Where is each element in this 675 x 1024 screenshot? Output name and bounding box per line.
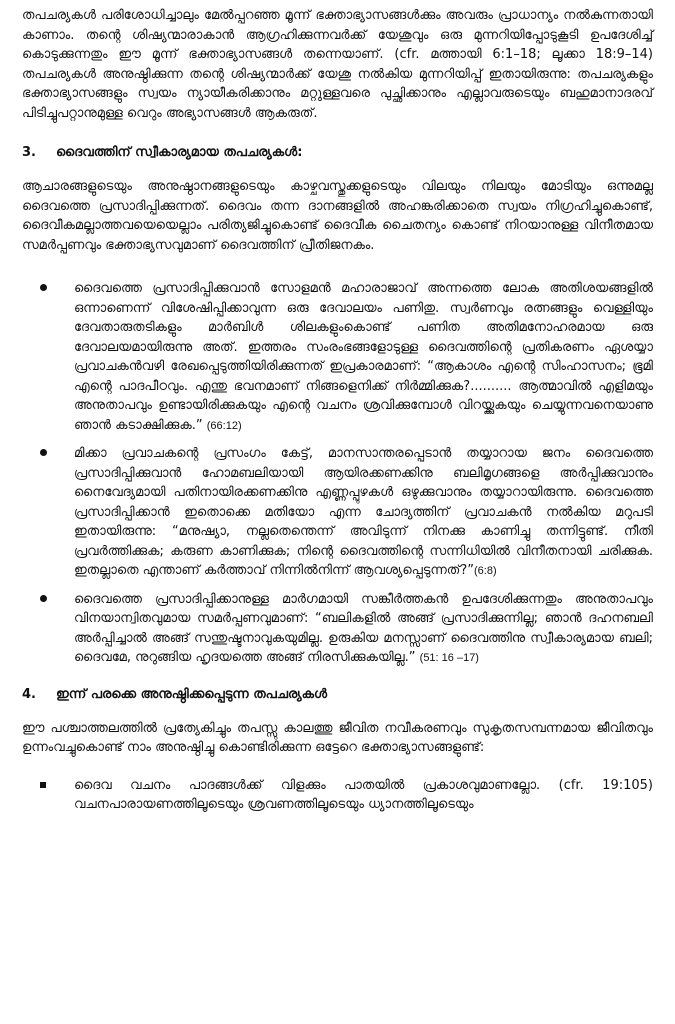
bullet-icon xyxy=(40,284,47,291)
section-4-bullet-list xyxy=(22,776,653,815)
section-4-number: 4. xyxy=(22,686,36,702)
section-3-heading xyxy=(22,143,653,163)
scripture-reference: (6:8) xyxy=(474,565,497,577)
section-4-heading xyxy=(22,685,653,705)
list-item xyxy=(22,776,653,815)
scripture-reference: (66:12) xyxy=(206,419,242,432)
section-3-title: ദൈവത്തിന് സ്വീകാര്യമായ തപചര്യകൾ: xyxy=(56,145,303,160)
bullet-icon xyxy=(40,449,47,456)
list-item xyxy=(22,279,653,436)
list-item xyxy=(22,444,653,582)
list-item xyxy=(22,590,653,669)
bullet-text: ദൈവ വചനം പാദങ്ങൾക്ക് വിളക്കും പാതയിൽ പ്രകാശവുമാണല്ലോ. (cfr. 19:105) വചനപാരായണത്തിലൂടെയും ശ്രവണത്തിലൂടെയും ധ്യാനത്തിലൂടെയും xyxy=(74,777,653,812)
section-3-paragraph: ആചാരങ്ങളുടെയും അനുഷ്ഠാനങ്ങളുടെയും കാഴ്ചവസ്തുക്കളുടെയും വിലയും നിലയും മോടിയും ഒന്നുമല്ല ദൈവത്തെ പ്രസാദിപ്പിക്കുന്നത്. ദൈവം തന്ന ദാനങ്ങളിൽ അഹങ്കരിക്കാതെ സ്വയം നിഗ്രഹിച്ചുകൊണ്ട്, ദൈവീകമല്ലാത്തവയെയെല്ലാം പരിത്യജിച്ചുകൊണ്ട് ദൈവീക ചൈതന്യം കൊണ്ട് നിറയാനുള്ള വിനീതമായ സമർപ്പണവും ഭക്താഭ്യസവുമാണ് ദൈവത്തിന് പ്രീതിജനകം. xyxy=(22,179,653,253)
bullet-text: മിക്കാ പ്രവാചകന്റെ പ്രസംഗം കേട്ട്, മാനസാന്തരപ്പെടാൻ തയ്യാറായ ജനം ദൈവത്തെ പ്രസാദിപ്പിക്കുവാൻ ഹോമബലിയായി ആയിരക്കണക്കിനു ബലിമൃഗങ്ങളെ അർപ്പിക്കുവാനും നൈവേദ്യമായി പതിനായിരക്കണക്കിനു എണ്ണപ്പുഴകൾ ഒഴുക്കുവാനും തയ്യാറായിരുന്നു. ദൈവത്തെ പ്രസാദിപ്പിക്കാൻ ഇതൊക്കെ മതിയോ എന്ന ചോദ്യത്തിന് പ്രവാചകൻ നൽകിയ മറുപടി ഇതായിരുന്നു: “മനുഷ്യാ, നല്ലതെന്തെന്ന് അവിടുന്ന് നിനക്കു കാണിച്ചു തന്നിട്ടുണ്ട്. നീതി പ്രവർത്തിക്കുക; കരുണ കാണിക്കുക; നിന്റെ ദൈവത്തിന്റെ സന്നിധിയിൽ വിനീതനായി ചരിക്കുക. ഇതല്ലാതെ എന്താണ് കർത്താവ് നിന്നിൽനിന്ന് ആവശ്യപ്പെടുന്നത്?” xyxy=(74,446,653,578)
bullet-icon xyxy=(40,595,47,602)
section-3-number: 3. xyxy=(22,145,36,160)
bullet-text: ദൈവത്തെ പ്രസാദിപ്പിക്കാനുള്ള മാർഗമായി സങ്കീർത്തകൻ ഉപദേശിക്കുന്നതും അനുതാപവും വിനയാന്വിതവുമായ സമർപ്പണവുമാണ്: “ബലികളിൽ അങ്ങ് പ്രസാദിക്കുന്നില്ല; ഞാൻ ദഹനബലി അർപ്പിച്ചാൽ അങ്ങ് സന്തുഷ്ടനാവുകയുമില്ല. ഉരുകിയ മനസ്സാണ് ദൈവത്തിനു സ്വീകാര്യമായ ബലി; ദൈവമേ, നുറുങ്ങിയ ഹൃദയത്തെ അങ്ങ് നിരസിക്കുകയില്ല.” xyxy=(74,591,653,665)
intro-paragraph: തപചര്യകൾ പരിശോധിച്ചാലും മേൽപ്പറഞ്ഞ മൂന്ന് ഭക്താഭ്യാസങ്ങൾക്കും അവരും പ്രാധാന്യം നൽകുന്നതായി കാണാം. തന്റെ ശിഷ്യന്മാരാകാൻ ആഗ്രഹിക്കുന്നവർക്ക് യേശുവും ഒരു മുന്നറിയിപ്പോടുകൂടി ഉപദേശിച്ച് കൊടുക്കുന്നതും ഈ മൂന്ന് ഭക്താഭ്യാസങ്ങൾ തന്നെയാണ്. (cfr. മത്തായി 6:1–18; ലൂക്കാ 18:9–14) തപചര്യകൾ അനുഷ്ഠിക്കുന്ന തന്റെ ശിഷ്യന്മാർക്ക് യേശു നൽകിയ മുന്നറിയിപ്പ് ഇതായിരുന്നു: തപചര്യകളും ഭക്താഭ്യാസങ്ങളും സ്വയം ന്യായീകരിക്കാനും മറ്റുള്ളവരെ പുച്ഛിക്കാനും എല്ലാവരുടെയും ബഹുമാനാദരവ് പിടിച്ചുപറ്റാനുമുള്ള വെറും അഭ്യാസങ്ങൾ ആകരുത്. xyxy=(22,8,653,121)
bullet-text: ദൈവത്തെ പ്രസാദിപ്പിക്കുവാൻ സോളമൻ മഹാരാജാവ് അന്നത്തെ ലോക അതിശയങ്ങളിൽ ഒന്നാണെന്ന് വിശേഷിപ്പിക്കാവുന്ന ഒരു ദേവാലയം പണിതു. സ്വർണവും രത്നങ്ങളും വെള്ളിയും ദേവതാരുതടികളും മാർബിൾ ശിലകളുംകൊണ്ട് പണിത അതിമനോഹരമായ ഒരു ദേവാലയമായിരുന്നു അത്. ഇത്തരം സംരംഭങ്ങളോടുള്ള ദൈവത്തിന്റെ പ്രതികരണം ഏശയ്യാ പ്രവാചകൻവഴി രേഖപ്പെടുത്തിയിരിക്കുന്നത് ഇപ്രകാരമാണ്: “ആകാശം എന്റെ സിംഹാസനം; ഭൂമി എന്റെ പാദപീഠവും. എന്തു ഭവനമാണ് നിങ്ങളെനിക്ക് നിർമ്മിക്കുക?.......... ആത്മാവിൽ എളിമയും അനുതാപവും ഉണ്ടായിരിക്കുകയും എന്റെ വചനം ശ്രവിക്കുമ്പോൾ വിറയ്ക്കുകയും ചെയ്യുന്നവനെയാണു ഞാൻ കടാക്ഷിക്കുക.” xyxy=(74,281,653,433)
section-4-paragraph: ഈ പശ്ചാത്തലത്തിൽ പ്രത്യേകിച്ചും തപസ്സു കാലത്തു ജീവിത നവീകരണവും സുകൃതസമ്പന്നമായ ജീവിതവും ഉന്നംവച്ചുകൊണ്ട് നാം അനുഷ്ഠിച്ചു കൊണ്ടിരിക്കുന്ന ഒട്ടേറെ ഭക്താഭ്യാസങ്ങളുണ്ട്: xyxy=(22,720,653,755)
section-4-title: ഇന്ന് പരക്കെ അനുഷ്ഠിക്കപ്പെടുന്ന തപചര്യകൾ xyxy=(56,686,328,702)
scripture-reference: (51: 16 –17) xyxy=(419,652,479,664)
square-bullet-icon xyxy=(40,782,46,788)
section-3-bullet-list xyxy=(22,279,653,669)
